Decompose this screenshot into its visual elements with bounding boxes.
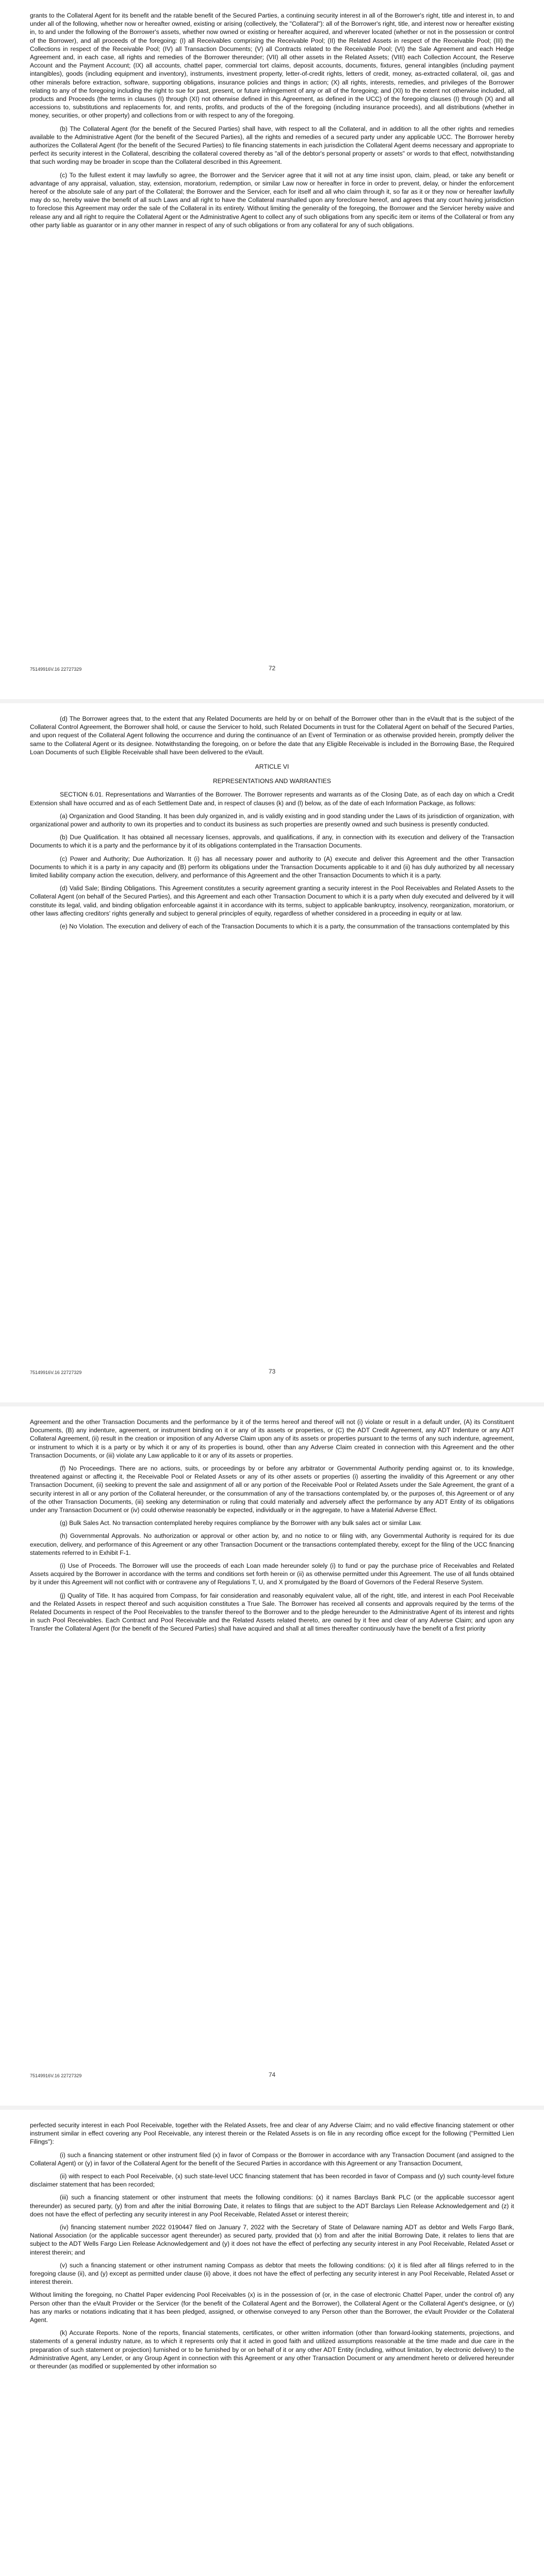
article-heading: ARTICLE VI: [255, 763, 289, 771]
document-id: 75149916V.16 22727329: [30, 1370, 82, 1375]
document-page: [0, 0, 544, 699]
document-page: [0, 1406, 544, 2106]
page-number: 72: [268, 665, 276, 672]
list-item: (iv) financing statement number 2022 0190447 filed on January 7, 2022 with the Secretary of State of Delaware naming ADT as debtor and Wells Fargo Bank, National Association (or the applicable successor agent thereunder) as secured party, provided that (x) from and after the initial Borrowing Date, it relates to liens that are subject to the ADT Wells Fargo Lien Release Acknowledgement and (y) it does not have the effect of perfecting any security interest in any Pool Receivable, Related Asset or interest therein; and: [30, 2224, 514, 2256]
body-paragraph: (c) To the fullest extent it may lawfully so agree, the Borrower and the Servicer agree that it will not at any time insist upon, claim, plead, or take any benefit or advantage of any appraisal, valuation, stay, extension, moratorium, redemption, or similar Law now or hereafter in force in order to prevent, delay, or hinder the enforcement hereof or the absolute sale of any part of the Collateral; the Borrower and the Servicer, each for itself and all who claim through it, so far as it or they now or hereafter lawfully may do so, hereby waive the benefit of all such Laws and all right to have the Collateral marshalled upon any foreclosure hereof, and agrees that any court having jurisdiction to foreclose this Agreement may order the sale of the Collateral in its entirety. Without limiting the generality of the foregoing, the Borrower and the Servicer hereby waive and release any and all right to require the Collateral Agent or the Administrative Agent to collect any of such obligations from any specific item or items of the Collateral or from any other party liable as guarantor or in any other manner in respect of any of such obligations or from any collateral for any of such obligations.: [30, 171, 514, 229]
list-item: (ii) with respect to each Pool Receivable, (x) such state-level UCC financing statement that has been recorded in favor of Compass and (y) such county-level fixture disclaimer statement that has been recorded;: [30, 2173, 514, 2189]
body-paragraph: (j) Quality of Title. It has acquired from Compass, for fair consideration and reasonably equivalent value, all of the right, title, and interest in each Pool Receivable and the Related Assets in respect thereof and such acquisition constitutes a True Sale. The Borrower has received all consents and approvals required by the terms of the Related Documents in respect of the Pool Receivables to the transfer thereof to the Borrower and to the pledge hereunder to the Administrative Agent of its interest and rights in such Pool Receivables. Each Contract and Pool Receivable and the Related Assets related thereto, are owned by it free and clear of any Adverse Claim; and upon any Transfer the Collateral Agent (for the benefit of the Secured Parties) shall have acquired and shall at all times thereafter continuously have the benefit of a first priority: [30, 1591, 514, 1633]
body-paragraph: (c) Power and Authority; Due Authorization. It (i) has all necessary power and authority to (A) execute and deliver this Agreement and the other Transaction Documents to which it is a party in any capacity and (B) perform its obligations under the Transaction Documents applicable to it and (ii) has duly authorized by all necessary limited liability company action the execution, delivery, and performance of this Agreement and the other Transaction Documents to which it is a party.: [30, 855, 514, 879]
body-paragraph: (b) The Collateral Agent (for the benefit of the Secured Parties) shall have, with respect to all the Collateral, and in addition to all the other rights and remedies available to the Administrative Agent (for the benefit of the Secured Parties), all the rights and remedies of a secured party under any applicable UCC. The Borrower hereby authorizes the Collateral Agent (for the benefit of the Secured Parties) to file financing statements in each jurisdiction the Collateral Agent deems necessary and appropriate to perfect its security interest in the Collateral, describing the collateral covered thereby as "all of the debtor's personal property or assets" or words to that effect, notwithstanding that such wording may be broader in scope than the Collateral described in this Agreement.: [30, 125, 514, 166]
body-paragraph: (g) Bulk Sales Act. No transaction contemplated hereby requires compliance by the Borrower with any bulk sales act or similar Law.: [60, 1519, 422, 1527]
article-title: REPRESENTATIONS AND WARRANTIES: [213, 777, 331, 785]
page-footer: [30, 664, 514, 672]
document-page: [0, 2110, 544, 2576]
body-paragraph: (b) Due Qualification. It has obtained all necessary licenses, approvals, and qualifications, if any, in connection with its execution and delivery of the Transaction Documents to which it is a party and the performance by it of its obligations contemplated in the Transaction Documents.: [30, 834, 514, 850]
document-id: 75149916V.16 22727329: [30, 2073, 82, 2078]
page-number: 74: [268, 2071, 276, 2078]
body-paragraph: (f) No Proceedings. There are no actions, suits, or proceedings by or before any arbitrator or Governmental Authority pending against or, to its knowledge, threatened against or affecting it, the Receivable Pool or Related Assets or any of its other assets or properties (i) asserting the invalidity of this Agreement or any other Transaction Document, (ii) seeking to prevent the sale and assignment of all or any portion of the Receivable Pool or Related Assets under the Sale Agreement, the grant of a security interest in all or any portion of the Collateral hereunder, or the consummation of any of the transactions contemplated by, or the purposes of, this Agreement or of any of the other Transaction Documents, (iii) seeking any determination or ruling that could materially and adversely affect the performance by any ADT Entity of its obligations under any Transaction Document or (iv) could otherwise reasonably be expected, individually or in the aggregate, to have a Material Adverse Effect.: [30, 1465, 514, 1514]
page-footer: [30, 1367, 514, 1376]
body-paragraph: (d) Valid Sale; Binding Obligations. This Agreement constitutes a security agreement granting a security interest in the Pool Receivables and Related Assets to the Collateral Agent (on behalf of the Secured Parties), and this Agreement and each other Transaction Document to which it is a party when duly executed and delivered by it will constitute its legal, valid, and binding obligation enforceable against it in accordance with its terms, subject to applicable bankruptcy, insolvency, reorganization, moratorium, or other laws affecting creditors' rights generally and subject to general principles of equity, regardless of whether considered in a proceeding in equity or at law.: [30, 885, 514, 917]
body-paragraph: (i) Use of Proceeds. The Borrower will use the proceeds of each Loan made hereunder solely (i) to fund or pay the purchase price of Receivables and Related Assets acquired by the Borrower in accordance with the terms and conditions set forth herein or (ii) as otherwise permitted under this Agreement. The use of all funds obtained by it under this Agreement will not conflict with or contravene any of Regulations T, U, and X promulgated by the Board of Governors of the Federal Reserve System.: [30, 1562, 514, 1586]
list-item: (v) such a financing statement or other instrument naming Compass as debtor that meets the following conditions: (x) it is filed after all filings referred to in the foregoing clause (ii), and (y) except as permitted under clause (ii) above, it does not have the effect of perfecting any security interest in any Pool Receivable, Related Asset or interest therein.: [30, 2261, 514, 2286]
document-id: 75149916V.16 22727329: [30, 667, 82, 672]
section-paragraph: SECTION 6.01. Representations and Warranties of the Borrower. The Borrower represents and warrants as of the Closing Date, as of each day on which a Credit Extension shall have occurred and as of each Settlement Date and, in respect of clauses (k) and (l) below, as of the date of each Information Package, as follows:: [30, 791, 514, 807]
body-paragraph: Agreement and the other Transaction Documents and the performance by it of the terms hereof and thereof will not (i) violate or result in a default under, (A) its Constituent Documents, (B) any indenture, agreement, or instrument binding on it or any of its assets or properties, or (C) the ADT Credit Agreement, any ADT Indenture or any ADT Collateral Agreement, (ii) result in the creation or imposition of any Adverse Claim upon any of its assets or properties pursuant to the terms of any such indenture, agreement, or instrument to which it is a party or by which it or any of its properties is bound, other than any Adverse Claim created in connection with this Agreement and the other Transaction Documents, or (iii) violate any Law applicable to it or any of its assets or properties.: [30, 1418, 514, 1459]
body-paragraph: (k) Accurate Reports. None of the reports, financial statements, certificates, or other written information (other than forward-looking statements, projections, and statements of a general industry nature, as to which it represents only that it acted in good faith and utilized assumptions reasonable at the time made and due care in the preparation of such statement or projection) furnished or to be furnished by or on behalf of it or any other ADT Entity (including, without limitation, by electronic delivery) to the Administrative Agent, any Lender, or any Group Agent in connection with this Agreement or any other Transaction Document or any amendment hereto or delivered hereunder or thereunder (as modified or supplemented by other information so: [30, 2329, 514, 2370]
body-paragraph: (h) Governmental Approvals. No authorization or approval or other action by, and no notice to or filing with, any Governmental Authority is required for its due execution, delivery, and performance of this Agreement or any other Transaction Document or the transactions contemplated thereby, except for the filing of the UCC financing statements referred to in Exhibit F-1.: [30, 1532, 514, 1556]
body-paragraph: (d) The Borrower agrees that, to the extent that any Related Documents are held by or on behalf of the Borrower other than in the eVault that is the subject of the Collateral Control Agreement, the Borrower shall hold, or cause the Servicer to hold, such Related Documents in trust for the Collateral Agent on behalf of the Secured Parties, and upon request of the Collateral Agent following the occurrence and during the continuance of an Event of Termination or as otherwise provided herein, promptly deliver the same to the Collateral Agent or its designee. Notwithstanding the foregoing, on or before the date that any Eligible Receivable is included in the Borrowing Base, the Required Loan Documents of such Eligible Receivable shall have been delivered to the eVault.: [30, 715, 514, 756]
body-paragraph: Without limiting the foregoing, no Chattel Paper evidencing Pool Receivables (x) is in the possession of (or, in the case of electronic Chattel Paper, under the control of) any Person other than the eVault Provider or the Servicer (for the benefit of the Collateral Agent and the Borrower), the Collateral Agent or the Collateral Agent's designee, or (y) has any marks or notations indicating that it has been pledged, assigned, or otherwise conveyed to any Person other than the Borrower, the eVault Provider or the Collateral Agent.: [30, 2291, 514, 2324]
document-page: [0, 703, 544, 1402]
body-paragraph: (a) Organization and Good Standing. It has been duly organized in, and is validly existing and in good standing under the Laws of its jurisdiction of organization, with organizational power and authority to own its properties and to conduct its business as such properties are presently owned and such business is presently conducted.: [30, 812, 514, 828]
page-footer: [30, 2071, 514, 2079]
page-number: 73: [268, 1368, 276, 1375]
body-paragraph: grants to the Collateral Agent for its benefit and the ratable benefit of the Secured Parties, a continuing security interest in all of the Borrower's right, title and interest in, to and under all of the following, whether now or hereafter owned, existing or arising (collectively, the "Collateral"): all of the Borrower's right, title, and interest now or hereafter existing in, to and under the following of the Borrower's assets, whether now owned or existing or hereafter acquired, and wherever located (whether or not in the possession or control of the Borrower), and all proceeds of the foregoing: (I) all Receivables comprising the Receivable Pool; (II) the Related Assets in respect of the Receivable Pool; (III) the Collections in respect of the Receivable Pool; (IV) all Transaction Documents; (V) all Contracts related to the Receivable Pool; (VI) the Sale Agreement and each Hedge Agreement and, in each case, all rights and remedies of the Borrower thereunder; (VII) all other assets in the Related Assets; (VIII) each Collection Account, the Reserve Account and the Payment Account; (IX) all accounts, chattel paper, commercial tort claims, deposit accounts, documents, fixtures, general intangibles (including payment intangibles), goods (including equipment and inventory), instruments, investment property, letter-of-credit rights, letters of credit, money, as-extracted collateral, oil, gas and other minerals before extraction, software, supporting obligations, insurance policies and things in action; (X) all rights, interests, remedies, and privileges of the Borrower relating to any of the foregoing including the right to sue for past, present, or future infringement of any or all of the foregoing; and (XI) to the extent not otherwise included, all products and Proceeds (the terms in clauses (I) through (XI) not otherwise defined in this Agreement, as defined in the UCC) of the foregoing clauses (I) through (X) and all accessions to, substitutions and replacements for, and rents, profits, and products of the of the foregoing (including insurance proceeds), and all distributions (whether in money, securities, or other property) and collections from or with respect to any of the foregoing.: [30, 12, 514, 120]
body-paragraph: perfected security interest in each Pool Receivable, together with the Related Assets, free and clear of any Adverse Claim; and no valid effective financing statement or other instrument similar in effect covering any Pool Receivable, any interest therein or the Related Assets is on file in any recording office except for the following ("Permitted Lien Filings"):: [30, 2122, 514, 2146]
list-item: (i) such a financing statement or other instrument filed (x) in favor of Compass or the Borrower in accordance with any Transaction Document (and assigned to the Collateral Agent) or (y) in favor of the Collateral Agent for the benefit of the Secured Parties in accordance with this Agreement or any Transaction Document,: [30, 2151, 514, 2167]
body-paragraph: (e) No Violation. The execution and delivery of each of the Transaction Documents to which it is a party, the consummation of the transactions contemplated by this: [60, 923, 509, 930]
list-item: (iii) such a financing statement or other instrument that meets the following conditions: (x) it names Barclays Bank PLC (or the applicable successor agent thereunder) as secured party, (y) from and after the initial Borrowing Date, it relates to filings that are subject to the ADT Barclays Lien Release Acknowledgement and (z) it does not have the effect of perfecting any security interest in any Pool Receivable, Related Asset or interest therein;: [30, 2194, 514, 2218]
